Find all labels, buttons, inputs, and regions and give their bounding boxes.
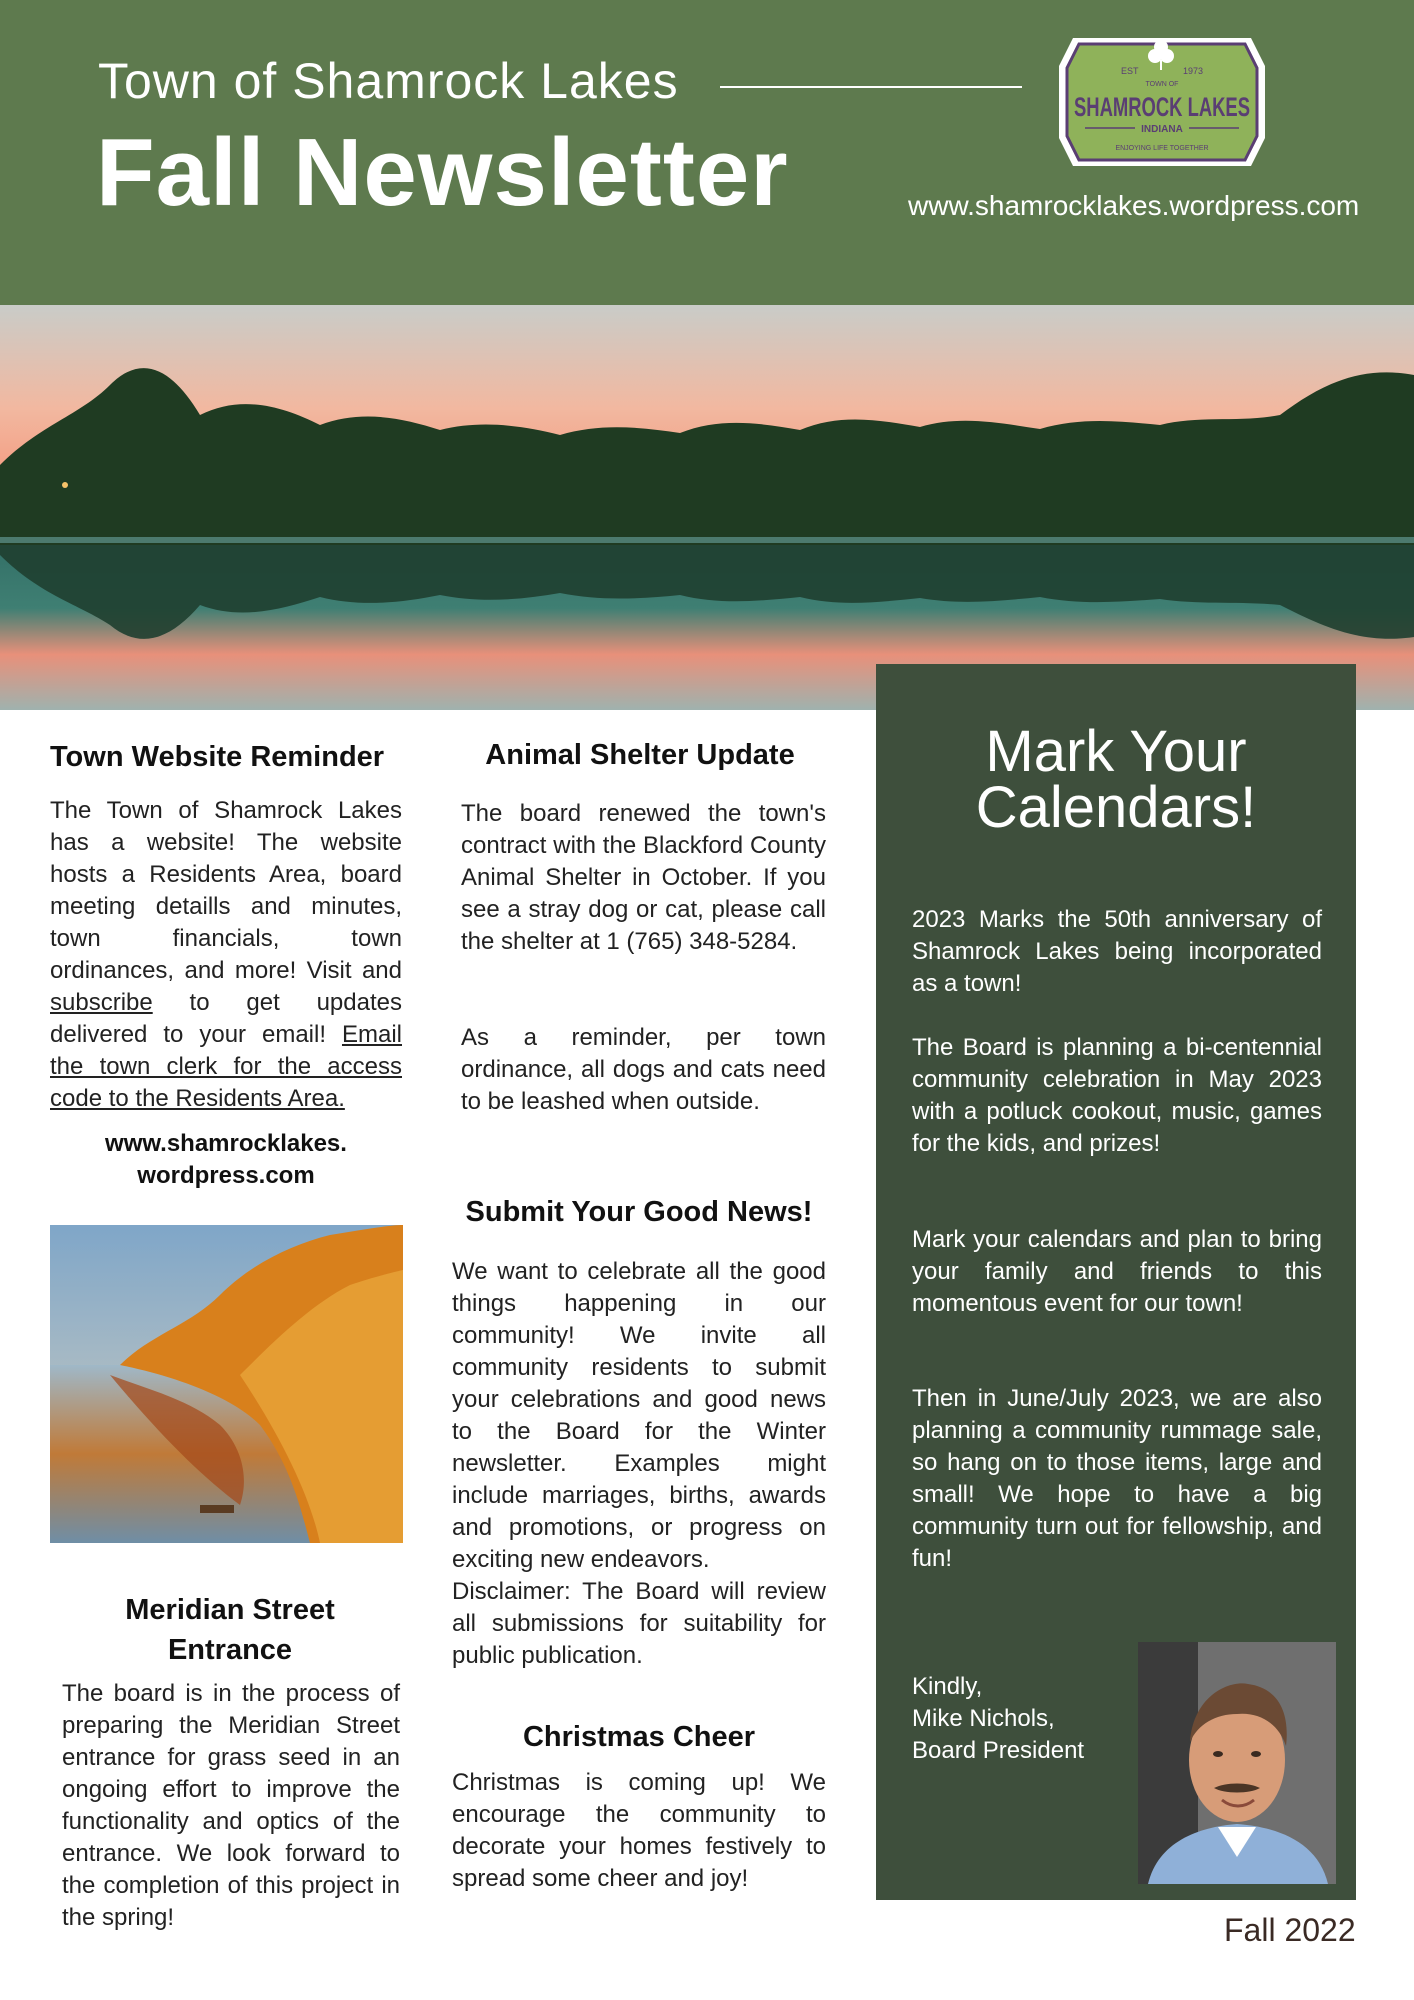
meridian-heading-line1: Meridian Street [125, 1594, 335, 1626]
animal-shelter-text: The board renewed the town's contract with the Blackford County Animal Shelter in October. If you see a stray dog or cat, please call the shelter at 1 (765) 348-5284. [461, 800, 826, 955]
website-url-line1: www.shamrocklakes. [105, 1130, 347, 1157]
page-title: Fall Newsletter [96, 119, 789, 226]
good-news-text [452, 1256, 826, 1672]
header-website-link[interactable]: www.shamrocklakes.wordpress.com [908, 190, 1360, 221]
good-news-disclaimer: Disclaimer: The Board will review all submissions for suitability for public publication. [452, 1578, 826, 1669]
meridian-heading-line2: Entrance [167, 1634, 293, 1666]
website-reminder-heading: Town Website Reminder [50, 741, 385, 773]
logo-town-of: TOWN OF [1145, 81, 1179, 88]
website-reminder-text [50, 795, 402, 1115]
good-news-invite: We want to celebrate all the good things happening in our community! We invite all community residents to submit your celebrations and good news to the Board for the Winter newsletter. Examples might include marriages, births, awards and promotions, or progress on exciting new endeavors. [452, 1258, 826, 1573]
meridian-text: The board is in the process of preparing the Meridian Street entrance for grass seed in an ongoing effort to improve the functionality and optics of the entrance. We look forward to the completion of this project in the spring! [62, 1680, 400, 1931]
town-logo [1055, 26, 1269, 176]
website-url-line2: wordpress.com [137, 1162, 315, 1189]
logo-est: EST [1121, 66, 1139, 76]
calendar-heading-line2: Calendars! [975, 775, 1257, 840]
logo-state: INDIANA [1141, 124, 1183, 135]
lake-sunrise-photo [0, 305, 1414, 710]
website-text-part-a: The Town of Shamrock Lakes has a website! The website hosts a Residents Area, board meeting detaills and minutes, town financials, town ordinances, and more! Visit and [50, 797, 402, 984]
website-text-part-b: to get updates delivered to your email! [50, 989, 402, 1048]
header-banner [0, 0, 1414, 305]
good-news-heading: Submit Your Good News! [465, 1196, 813, 1228]
email-clerk-link[interactable]: Email the town clerk for the access code to the Residents Area. [50, 1021, 402, 1112]
board-president-photo [1138, 1642, 1336, 1884]
calendar-heading [876, 719, 1356, 840]
subscribe-link[interactable]: subscribe [50, 989, 153, 1016]
signature-title: Board President [912, 1737, 1085, 1764]
leash-reminder-text: As a reminder, per town ordinance, all dogs and cats need to be leashed when outside. [461, 1024, 826, 1115]
signature-name: Mike Nichols, [912, 1705, 1055, 1732]
autumn-lake-photo [50, 1225, 403, 1543]
invite-text: Mark your calendars and plan to bring your family and friends to this momentous event for our town! [912, 1226, 1322, 1317]
rummage-sale-text: Then in June/July 2023, we are also planning a community rummage sale, so hang on to those items, large and small! We hope to have a big community turn out for fellowship, and fun! [912, 1385, 1322, 1572]
signature-closing: Kindly, [912, 1673, 983, 1700]
header-divider [720, 86, 1022, 88]
animal-shelter-heading: Animal Shelter Update [485, 739, 795, 771]
celebration-text: The Board is planning a bi-centennial community celebration in May 2023 with a potluck cookout, music, games for the kids, and prizes! [912, 1034, 1322, 1157]
christmas-text: Christmas is coming up! We encourage the community to decorate your homes festively to spread some cheer and joy! [452, 1769, 826, 1892]
calendar-panel [876, 664, 1356, 1900]
website-url[interactable] [50, 1128, 402, 1192]
signature [912, 1671, 1084, 1767]
header-kicker: Town of Shamrock Lakes [98, 53, 679, 109]
calendar-heading-line1: Mark Your [985, 719, 1247, 784]
issue-date: Fall 2022 [1224, 1912, 1356, 1948]
logo-year: 1973 [1183, 66, 1204, 76]
logo-name: SHAMROCK LAKES [1074, 92, 1250, 122]
anniversary-text: 2023 Marks the 50th anniversary of Shamrock Lakes being incorporated as a town! [912, 906, 1322, 997]
meridian-heading [60, 1590, 400, 1670]
logo-motto: ENJOYING LIFE TOGETHER [1115, 145, 1209, 152]
christmas-heading: Christmas Cheer [522, 1721, 756, 1753]
